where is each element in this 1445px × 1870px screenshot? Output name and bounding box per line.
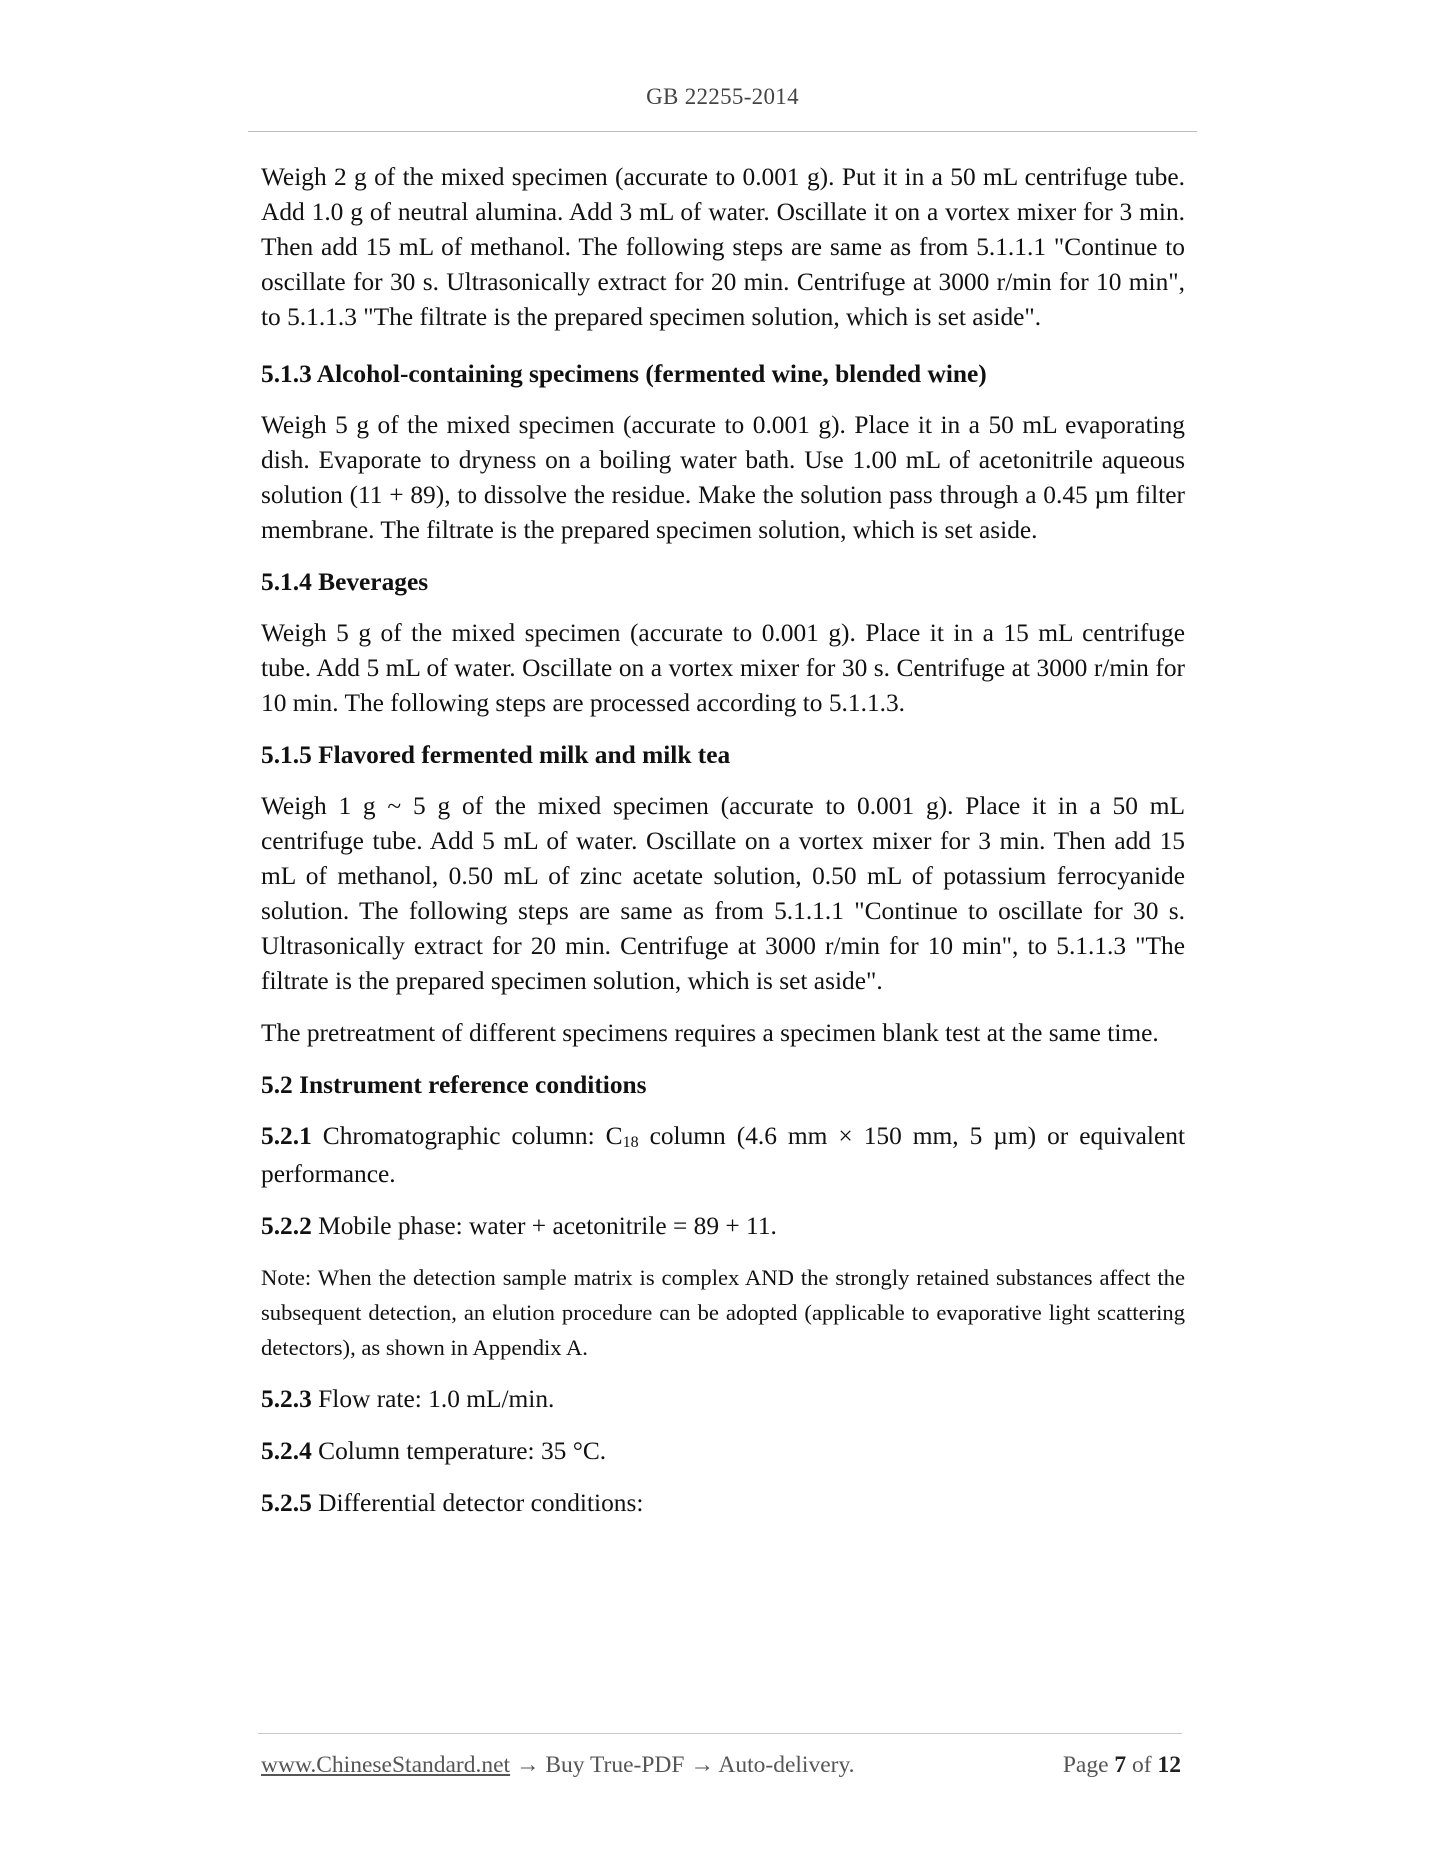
clause-text: Mobile phase: water + acetonitrile = 89 + 11. (318, 1212, 777, 1240)
page-current: 7 (1114, 1752, 1127, 1778)
clause-number: 5.2.1 (261, 1122, 312, 1150)
clause-text: column (4.6 mm × 150 mm, 5 µm) or equivalent performance. (261, 1122, 1186, 1188)
footer-promo-text: → Buy True-PDF → Auto-delivery. (515, 1752, 855, 1778)
document-body (261, 160, 1185, 1521)
clause-number: 5.2.2 (261, 1212, 312, 1240)
subscript-18: 18 (622, 1134, 639, 1151)
heading-5-1-3: 5.1.3 Alcohol-containing specimens (fermented wine, blended wine) (261, 360, 987, 388)
page-total: 12 (1157, 1752, 1181, 1778)
paragraph-5-1-5: Weigh 1 g ~ 5 g of the mixed specimen (accurate to 0.001 g). Place it in a 50 mL centrifuge tube. Add 5 mL of water. Oscillate on a vortex mixer for 3 min. Then add 15 mL of methanol, 0.50 mL of zinc acetate solution, 0.50 mL of potassium ferrocyanide solution. The following steps are same as from 5.1.1.1 "Continue to oscillate for 30 s. Ultrasonically extract for 20 min. Centrifuge at 3000 r/min for 10 min", to 5.1.1.3 "The filtrate is the prepared specimen solution, which is set aside". (261, 792, 1185, 995)
clause-number: 5.2.3 (261, 1385, 312, 1413)
clause-5-2-4 (261, 1434, 1185, 1469)
clause-number: 5.2.4 (261, 1437, 312, 1465)
paragraph-5-1-4: Weigh 5 g of the mixed specimen (accurate to 0.001 g). Place it in a 15 mL centrifuge tube. Add 5 mL of water. Oscillate on a vortex mixer for 30 s. Centrifuge at 3000 r/min for 10 min. The following steps are processed according to 5.1.1.3. (261, 619, 1185, 717)
clause-text: Differential detector conditions: (318, 1489, 644, 1517)
paragraph-blank-test: The pretreatment of different specimens requires a specimen blank test at the same time. (261, 1019, 1159, 1047)
heading-5-1-5: 5.1.5 Flavored fermented milk and milk tea (261, 741, 731, 769)
paragraph-5-1-3: Weigh 5 g of the mixed specimen (accurate to 0.001 g). Place it in a 50 mL evaporating dish. Evaporate to dryness on a boiling water bath. Use 1.00 mL of acetonitrile aqueous solution (11 + 89), to dissolve the residue. Make the solution pass through a 0.45 µm filter membrane. The filtrate is the prepared specimen solution, which is set aside. (261, 411, 1185, 544)
clause-text: Chromatographic column: C (322, 1122, 623, 1150)
clause-number: 5.2.5 (261, 1489, 312, 1517)
clause-5-2-1 (261, 1119, 1185, 1192)
clause-5-2-3 (261, 1382, 1185, 1417)
clause-5-2-5 (261, 1486, 1185, 1521)
page-of-label: of (1132, 1752, 1152, 1778)
header-divider (248, 131, 1197, 132)
clause-text: Flow rate: 1.0 mL/min. (318, 1385, 555, 1413)
footer-divider (258, 1733, 1182, 1734)
heading-5-2: 5.2 Instrument reference conditions (261, 1071, 647, 1099)
website-link[interactable]: www.ChineseStandard.net (261, 1752, 511, 1778)
paragraph-intro: Weigh 2 g of the mixed specimen (accurate to 0.001 g). Put it in a 50 mL centrifuge tube. Add 1.0 g of neutral alumina. Add 3 mL of water. Oscillate it on a vortex mixer for 3 min. Then add 15 mL of methanol. The following steps are same as from 5.1.1.1 "Continue to oscillate for 30 s. Ultrasonically extract for 20 min. Centrifuge at 3000 r/min for 10 min", to 5.1.1.3 "The filtrate is the prepared specimen solution, which is set aside". (261, 163, 1185, 331)
page-label: Page (1062, 1752, 1109, 1778)
page-number (1063, 1752, 1181, 1779)
clause-text: Column temperature: 35 °C. (318, 1437, 607, 1465)
page-header-standard-id: GB 22255-2014 (646, 84, 799, 109)
footer-promo (261, 1752, 855, 1779)
note-elution: Note: When the detection sample matrix is complex AND the strongly retained substances affect the subsequent detection, an elution procedure can be adopted (applicable to evaporative light scattering detectors), as shown in Appendix A. (261, 1265, 1185, 1360)
heading-5-1-4: 5.1.4 Beverages (261, 568, 429, 596)
clause-5-2-2 (261, 1209, 1185, 1244)
